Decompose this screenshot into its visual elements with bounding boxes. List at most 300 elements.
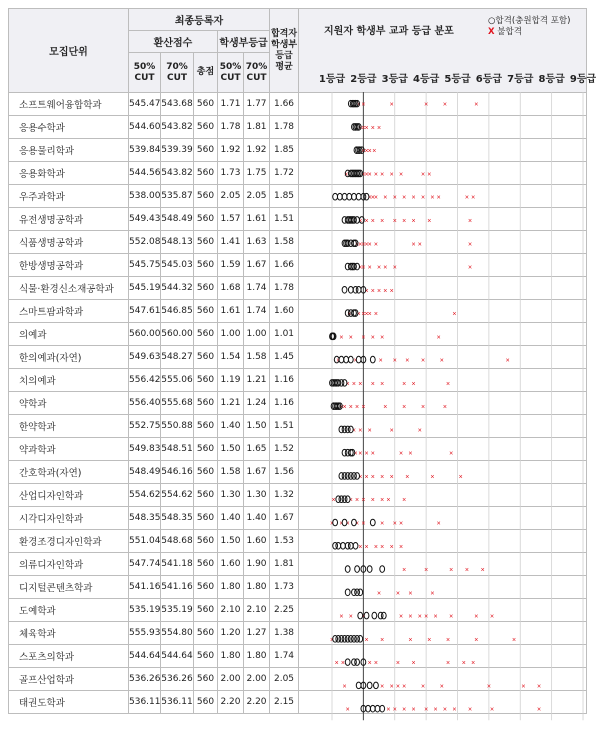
fail-mark: × xyxy=(372,148,377,156)
fail-mark: × xyxy=(411,660,416,668)
fail-mark: × xyxy=(370,497,375,505)
fail-mark: × xyxy=(402,497,407,505)
total-score: 560 xyxy=(194,277,218,300)
fail-mark: × xyxy=(361,404,366,412)
fail-mark: × xyxy=(340,660,346,668)
grade-cut70: 2.10 xyxy=(244,599,270,622)
grade-cut70: 1.74 xyxy=(244,300,270,323)
passer-grade-avg: 1.66 xyxy=(270,254,299,277)
fail-mark: × xyxy=(336,357,341,365)
fail-mark: × xyxy=(420,404,426,412)
fail-mark: × xyxy=(367,311,372,319)
cut50-score: 535.19 xyxy=(129,599,161,622)
pass-mark xyxy=(367,566,372,573)
grade-cut50: 2.20 xyxy=(218,691,244,714)
grade-cut70: 1.27 xyxy=(244,622,270,645)
pass-mark xyxy=(345,659,350,666)
fail-mark: × xyxy=(420,171,426,179)
fail-mark: × xyxy=(468,264,473,272)
fail-mark: × xyxy=(370,217,375,225)
fail-mark: × xyxy=(511,636,517,644)
fail-mark: × xyxy=(378,357,383,365)
grade-cut70: 2.00 xyxy=(244,668,270,691)
unit-name: 골프산업학과 xyxy=(9,668,129,691)
total-score: 560 xyxy=(194,93,218,116)
total-score: 560 xyxy=(194,300,218,323)
fail-mark: × xyxy=(402,404,407,412)
total-score: 560 xyxy=(194,208,218,231)
fail-mark: × xyxy=(420,357,426,365)
fail-mark: × xyxy=(411,380,416,388)
pass-mark xyxy=(372,612,377,619)
fail-mark: × xyxy=(367,194,372,202)
fail-mark: × xyxy=(411,217,416,225)
pass-mark xyxy=(344,356,349,363)
cut50-score: 552.75 xyxy=(129,415,161,438)
grade-cut50: 1.54 xyxy=(218,346,244,369)
fail-mark: × xyxy=(373,311,378,319)
fail-mark: × xyxy=(405,357,410,365)
fail-mark: × xyxy=(380,334,385,342)
fail-mark: × xyxy=(402,567,407,575)
fail-mark: × xyxy=(442,404,448,412)
fail-mark: × xyxy=(417,427,422,435)
total-score: 560 xyxy=(194,369,218,392)
fail-mark: × xyxy=(420,194,426,202)
grade-cut70: 1.50 xyxy=(244,415,270,438)
cut70-score: 548.49 xyxy=(161,208,194,231)
fail-mark: × xyxy=(436,520,441,528)
legend-fail: 불합격 xyxy=(497,27,522,37)
fail-mark: × xyxy=(449,450,454,458)
fail-mark: × xyxy=(353,450,358,458)
grade-cut50: 2.00 xyxy=(218,668,244,691)
unit-name: 환경조경디자인학과 xyxy=(9,530,129,553)
header-converted-score: 환산점수 xyxy=(129,31,218,53)
pass-mark xyxy=(367,682,372,689)
fail-mark: × xyxy=(370,334,375,342)
total-score: 560 xyxy=(194,622,218,645)
fail-mark: × xyxy=(383,287,388,295)
fail-mark: × xyxy=(370,450,375,458)
cut70-score: 555.06 xyxy=(161,369,194,392)
grade-cut70: 1.61 xyxy=(244,208,270,231)
fail-mark: × xyxy=(361,497,366,505)
cut70-score: 554.62 xyxy=(161,484,194,507)
unit-name: 식물·환경신소재공학과 xyxy=(9,277,129,300)
total-score: 560 xyxy=(194,162,218,185)
passer-grade-avg: 1.51 xyxy=(270,208,299,231)
total-score: 560 xyxy=(194,231,218,254)
fail-mark: × xyxy=(392,194,397,202)
cut50-score: 545.47 xyxy=(129,93,161,116)
pass-mark xyxy=(366,705,371,712)
grade-axis-label: 7등급 xyxy=(507,74,534,85)
grade-cut50: 1.57 xyxy=(218,208,244,231)
unit-name: 우주과학과 xyxy=(9,185,129,208)
pass-mark xyxy=(342,193,347,200)
fail-mark: × xyxy=(398,520,404,528)
total-score: 560 xyxy=(194,553,218,576)
cut70-score: 548.13 xyxy=(161,231,194,254)
grade-cut70: 1.30 xyxy=(244,484,270,507)
cut50-score: 547.74 xyxy=(129,553,161,576)
total-score: 560 xyxy=(194,346,218,369)
fail-mark: × xyxy=(474,613,479,621)
unit-name: 응용수학과 xyxy=(9,116,129,139)
fail-mark: × xyxy=(373,194,378,202)
fail-mark: × xyxy=(355,241,360,249)
passer-grade-avg: 1.74 xyxy=(270,645,299,668)
unit-name: 응용화학과 xyxy=(9,162,129,185)
fail-mark: × xyxy=(442,101,448,109)
grade-cut50: 1.40 xyxy=(218,415,244,438)
total-score: 560 xyxy=(194,323,218,346)
fail-mark: × xyxy=(370,194,375,202)
fail-mark: × xyxy=(402,683,407,691)
cut50-score: 536.11 xyxy=(129,691,161,714)
grade-cut70: 1.77 xyxy=(244,93,270,116)
fail-mark: × xyxy=(521,683,526,691)
passer-grade-avg: 1.51 xyxy=(270,415,299,438)
grade-cut50: 1.59 xyxy=(218,254,244,277)
fail-mark: × xyxy=(380,380,385,388)
passer-grade-avg: 1.56 xyxy=(270,461,299,484)
cut70-score: 543.82 xyxy=(161,162,194,185)
fail-mark: × xyxy=(367,660,372,668)
grade-cut50: 1.20 xyxy=(218,622,244,645)
fail-mark: × xyxy=(364,171,369,179)
fail-mark: × xyxy=(358,427,363,435)
fail-mark: × xyxy=(436,334,441,342)
fail-mark: × xyxy=(361,241,366,249)
grade-cut50: 1.92 xyxy=(218,139,244,162)
grade-axis-label: 2등급 xyxy=(350,74,377,85)
fail-mark: × xyxy=(446,636,451,644)
fail-mark: × xyxy=(505,357,510,365)
fail-mark: × xyxy=(452,706,457,714)
grade-cut50: 1.73 xyxy=(218,162,244,185)
cut70-score: 543.82 xyxy=(161,116,194,139)
fail-mark: × xyxy=(361,124,366,132)
pass-mark xyxy=(370,705,375,712)
pass-mark xyxy=(356,682,361,689)
unit-name: 체육학과 xyxy=(9,622,129,645)
fail-mark: × xyxy=(377,287,382,295)
fail-mark: × xyxy=(347,311,352,319)
fail-mark: × xyxy=(395,683,400,691)
fail-mark: × xyxy=(424,706,429,714)
fail-mark: × xyxy=(348,497,353,505)
fail-mark: × xyxy=(402,380,407,388)
fail-mark: × xyxy=(424,101,429,109)
cut70-score: 541.18 xyxy=(161,553,194,576)
pass-mark xyxy=(337,193,342,200)
passer-grade-avg: 1.85 xyxy=(270,185,299,208)
fail-mark: × xyxy=(468,706,473,714)
grade-cut50: 1.50 xyxy=(218,438,244,461)
fail-mark: × xyxy=(334,660,339,668)
grade-cut50: 1.78 xyxy=(218,116,244,139)
fail-mark: × xyxy=(364,450,369,458)
fail-mark: × xyxy=(449,613,454,621)
fail-mark: × xyxy=(356,101,361,109)
passer-grade-avg: 1.52 xyxy=(270,438,299,461)
grade-cut70: 2.20 xyxy=(244,691,270,714)
fail-mark: × xyxy=(411,706,416,714)
cut50-score: 556.42 xyxy=(129,369,161,392)
cut70-score: 545.03 xyxy=(161,254,194,277)
fail-mark: × xyxy=(402,217,407,225)
grade-distribution-plot xyxy=(324,92,586,720)
fail-mark: × xyxy=(364,241,369,249)
fail-mark: × xyxy=(345,706,350,714)
fail-mark: × xyxy=(355,520,360,528)
passer-grade-avg: 1.81 xyxy=(270,553,299,576)
unit-name: 시각디자인학과 xyxy=(9,507,129,530)
fail-mark: × xyxy=(408,613,413,621)
cut50-score: 545.19 xyxy=(129,277,161,300)
fail-mark: × xyxy=(348,613,353,621)
fail-mark: × xyxy=(383,404,388,412)
fail-mark: × xyxy=(446,660,451,668)
fail-mark: × xyxy=(329,520,335,528)
cut70-score: 536.26 xyxy=(161,668,194,691)
total-score: 560 xyxy=(194,254,218,277)
fail-mark: × xyxy=(537,683,542,691)
passer-grade-avg: 1.16 xyxy=(270,369,299,392)
fail-mark: × xyxy=(417,241,422,249)
pass-mark xyxy=(345,566,350,573)
cut70-score: 548.35 xyxy=(161,507,194,530)
grade-cut50: 1.40 xyxy=(218,507,244,530)
header-unit: 모집단위 xyxy=(9,9,129,93)
grade-cut50: 2.05 xyxy=(218,185,244,208)
fail-mark: × xyxy=(361,264,366,272)
pass-mark xyxy=(370,519,375,526)
unit-name: 디지털콘텐츠학과 xyxy=(9,576,129,599)
fail-mark: × xyxy=(389,287,394,295)
fail-mark: × xyxy=(439,357,444,365)
fail-mark: × xyxy=(361,334,366,342)
cut50-score: 554.62 xyxy=(129,484,161,507)
fail-mark: × xyxy=(358,217,363,225)
fail-mark: × xyxy=(358,241,363,249)
passer-grade-avg: 2.15 xyxy=(270,691,299,714)
cut50-score: 551.04 xyxy=(129,530,161,553)
fail-mark: × xyxy=(370,124,375,132)
fail-mark: × xyxy=(380,636,385,644)
cut70-score: 554.80 xyxy=(161,622,194,645)
fail-mark: × xyxy=(474,636,479,644)
grade-cut50: 1.21 xyxy=(218,392,244,415)
cut50-score: 536.26 xyxy=(129,668,161,691)
cut50-score: 549.63 xyxy=(129,346,161,369)
fail-mark: × xyxy=(427,171,432,179)
fail-mark: × xyxy=(411,194,416,202)
fail-mark: × xyxy=(468,241,473,249)
fail-mark: × xyxy=(358,450,363,458)
fail-mark: × xyxy=(417,613,422,621)
fail-mark: × xyxy=(398,613,404,621)
fail-mark: × xyxy=(389,543,394,551)
passer-grade-avg: 1.38 xyxy=(270,622,299,645)
pass-mark xyxy=(348,286,353,293)
cut70-score: 548.51 xyxy=(161,438,194,461)
cut70-score: 560.00 xyxy=(161,323,194,346)
unit-name: 간호학과(자연) xyxy=(9,461,129,484)
passer-grade-avg: 2.25 xyxy=(270,599,299,622)
unit-name: 치의예과 xyxy=(9,369,129,392)
cut50-score: 560.00 xyxy=(129,323,161,346)
cut70-score: 548.27 xyxy=(161,346,194,369)
fail-mark: × xyxy=(433,706,438,714)
fail-mark: × xyxy=(364,473,369,481)
cut70-score: 555.68 xyxy=(161,392,194,415)
cut50-score: 539.84 xyxy=(129,139,161,162)
total-score: 560 xyxy=(194,530,218,553)
cut70-score: 550.88 xyxy=(161,415,194,438)
fail-mark: × xyxy=(361,101,366,109)
pass-mark xyxy=(358,589,363,596)
grade-cut70: 1.67 xyxy=(244,254,270,277)
pass-mark xyxy=(355,659,360,666)
passer-grade-avg: 1.78 xyxy=(270,277,299,300)
fail-mark: × xyxy=(351,427,357,435)
fail-mark: × xyxy=(398,543,404,551)
unit-name: 태권도학과 xyxy=(9,691,129,714)
pass-mark xyxy=(356,286,361,293)
fail-mark: × xyxy=(373,241,378,249)
fail-mark: × xyxy=(345,380,350,388)
total-score: 560 xyxy=(194,645,218,668)
fail-mark: × xyxy=(364,543,369,551)
grade-cut50: 1.71 xyxy=(218,93,244,116)
fail-mark: × xyxy=(380,171,385,179)
fail-mark: × xyxy=(380,473,385,481)
fail-mark: × xyxy=(342,404,347,412)
fail-mark: × xyxy=(442,706,448,714)
unit-name: 약학과 xyxy=(9,392,129,415)
fail-mark: × xyxy=(380,217,385,225)
fail-mark: × xyxy=(351,380,357,388)
fail-mark: × xyxy=(364,217,369,225)
fail-mark: × xyxy=(373,171,378,179)
fail-mark: × xyxy=(364,636,369,644)
cut50-score: 552.08 xyxy=(129,231,161,254)
passer-grade-avg: 1.45 xyxy=(270,346,299,369)
pass-mark xyxy=(352,193,357,200)
legend-pass: ○합격(충원합격 포함) xyxy=(488,16,571,26)
grade-axis-label: 6등급 xyxy=(475,74,503,85)
pass-mark xyxy=(342,286,347,293)
cut50-score: 541.16 xyxy=(129,576,161,599)
fail-mark: × xyxy=(405,473,410,481)
fail-mark: × xyxy=(358,124,363,132)
grade-cut70: 1.21 xyxy=(244,369,270,392)
header-passer-average: 합격자 학생부 등급 평균 xyxy=(270,9,299,93)
cut50-score: 549.43 xyxy=(129,208,161,231)
fail-mark: × xyxy=(392,706,397,714)
header-cut70: 70% CUT xyxy=(161,53,194,93)
grade-cut50: 1.50 xyxy=(218,530,244,553)
unit-name: 산업디자인학과 xyxy=(9,484,129,507)
grade-cut50: 1.68 xyxy=(218,277,244,300)
header-final-enrollee: 최종등록자 xyxy=(129,9,270,31)
cut70-score: 546.85 xyxy=(161,300,194,323)
fail-mark: × xyxy=(480,567,485,575)
pass-mark xyxy=(370,356,375,363)
fail-mark: × xyxy=(339,613,344,621)
fail-mark: × xyxy=(389,683,394,691)
fail-mark: × xyxy=(386,706,391,714)
total-score: 560 xyxy=(194,599,218,622)
grade-cut70: 1.63 xyxy=(244,231,270,254)
fail-mark: × xyxy=(464,567,469,575)
pass-mark xyxy=(380,705,385,712)
pass-mark xyxy=(341,542,346,549)
fail-mark: × xyxy=(486,683,491,691)
cut70-score: 544.32 xyxy=(161,277,194,300)
fail-mark: × xyxy=(452,311,457,319)
fail-mark: × xyxy=(392,357,397,365)
fail-mark: × xyxy=(358,380,363,388)
fail-mark: × xyxy=(380,683,385,691)
header-school-grade: 학생부등급 xyxy=(218,31,270,53)
cut70-score: 541.16 xyxy=(161,576,194,599)
total-score: 560 xyxy=(194,139,218,162)
fail-mark: × xyxy=(380,520,385,528)
fail-mark: × xyxy=(353,357,358,365)
total-score: 560 xyxy=(194,691,218,714)
fail-mark: × xyxy=(361,171,366,179)
fail-mark: × xyxy=(373,660,378,668)
fail-mark: × xyxy=(402,194,407,202)
pass-mark xyxy=(348,542,353,549)
fail-mark: × xyxy=(430,590,435,598)
fail-mark: × xyxy=(392,520,397,528)
fail-mark: × xyxy=(383,194,388,202)
grade-cut50: 1.61 xyxy=(218,300,244,323)
grade-cut50: 1.41 xyxy=(218,231,244,254)
grade-axis-label: 8등급 xyxy=(538,74,565,85)
fail-mark: × xyxy=(348,334,353,342)
unit-name: 한약학과 xyxy=(9,415,129,438)
grade-cut70: 1.81 xyxy=(244,116,270,139)
fail-mark: × xyxy=(339,404,344,412)
passer-grade-avg: 1.72 xyxy=(270,162,299,185)
fail-mark: × xyxy=(364,148,369,156)
passer-grade-avg: 2.05 xyxy=(270,668,299,691)
fail-mark: × xyxy=(370,380,375,388)
unit-name: 한의예과(자연) xyxy=(9,346,129,369)
grade-cut70: 2.05 xyxy=(244,185,270,208)
fail-mark: × xyxy=(461,660,466,668)
cut70-score: 544.64 xyxy=(161,645,194,668)
unit-name: 한방생명공학과 xyxy=(9,254,129,277)
grade-cut70: 1.58 xyxy=(244,346,270,369)
grade-axis-label: 5등급 xyxy=(444,74,471,85)
grade-cut70: 1.92 xyxy=(244,139,270,162)
grade-axis-label: 4등급 xyxy=(412,74,440,85)
fail-mark: × xyxy=(471,660,476,668)
header-cut50: 50% CUT xyxy=(129,53,161,93)
fail-mark: × xyxy=(355,404,360,412)
fail-mark: × xyxy=(345,520,350,528)
fail-mark: × xyxy=(383,264,388,272)
header-grade50: 50% CUT xyxy=(218,53,244,93)
total-score: 560 xyxy=(194,668,218,691)
